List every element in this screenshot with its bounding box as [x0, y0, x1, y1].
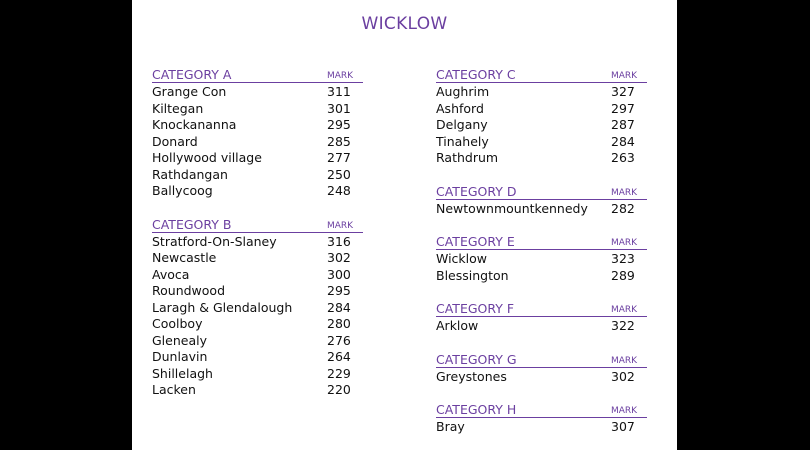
category-header: [436, 352, 647, 368]
category-name: CATEGORY C: [436, 67, 516, 82]
mark-value: 276: [327, 332, 351, 348]
place-name: Dunlavin: [152, 349, 208, 364]
mark-value: 295: [327, 117, 351, 132]
place-name: Avoca: [152, 266, 190, 282]
result-row: [436, 101, 647, 118]
place-name: Donard: [152, 133, 198, 149]
place-name: Lacken: [152, 382, 196, 397]
mark-value: 295: [327, 283, 351, 298]
category-gap: [152, 200, 363, 217]
place-name: Grange Con: [152, 84, 227, 99]
category-gap: [436, 335, 647, 352]
place-name: Hollywood village: [152, 150, 262, 165]
result-row: [436, 134, 647, 151]
mark-column-label: MARK: [611, 305, 638, 315]
results-page: [132, 0, 677, 450]
left-column: [152, 67, 363, 399]
mark-value: 323: [611, 251, 635, 266]
mark-value: 284: [611, 133, 635, 149]
category-header: [436, 234, 647, 250]
category-block: [436, 402, 647, 436]
result-row: [152, 366, 363, 383]
mark-value: 289: [611, 267, 635, 283]
category-name: CATEGORY F: [436, 301, 515, 316]
mark-column-label: MARK: [611, 238, 638, 248]
right-column: [436, 67, 647, 436]
category-block: [436, 301, 647, 335]
category-gap: [436, 167, 647, 184]
place-name: Aughrim: [436, 84, 490, 99]
mark-value: 280: [327, 316, 351, 331]
place-name: Bray: [436, 419, 465, 434]
category-header: [436, 184, 647, 200]
page-title: WICKLOW: [361, 14, 448, 34]
mark-value: 285: [327, 133, 351, 149]
mark-value: 322: [611, 318, 635, 333]
mark-value: 311: [327, 84, 351, 99]
category-header: [152, 67, 363, 83]
place-name: Rathdangan: [152, 166, 228, 182]
place-name: Wicklow: [436, 251, 488, 266]
result-row: [436, 318, 647, 335]
mark-value: 327: [611, 84, 635, 99]
place-name: Laragh & Glendalough: [152, 299, 293, 315]
place-name: Tinahely: [436, 133, 489, 149]
mark-column-label: MARK: [327, 71, 354, 81]
result-row: [436, 419, 647, 436]
category-block: [436, 184, 647, 218]
result-row: [152, 250, 363, 267]
result-row: [152, 183, 363, 200]
place-name: Kiltegan: [152, 100, 204, 116]
place-name: Newtownmountkennedy: [436, 200, 588, 216]
result-row: [152, 84, 363, 101]
result-row: [152, 349, 363, 366]
category-gap: [436, 385, 647, 402]
mark-value: 301: [327, 100, 351, 116]
place-name: Roundwood: [152, 283, 226, 298]
mark-column-label: MARK: [611, 71, 638, 81]
mark-value: 302: [611, 368, 635, 384]
mark-value: 250: [327, 166, 351, 182]
place-name: Coolboy: [152, 316, 203, 331]
category-name: CATEGORY E: [436, 234, 515, 249]
result-row: [152, 382, 363, 399]
result-row: [152, 117, 363, 134]
place-name: Greystones: [436, 368, 507, 384]
place-name: Shillelagh: [152, 365, 213, 381]
place-name: Arklow: [436, 318, 479, 333]
place-name: Rathdrum: [436, 150, 499, 165]
result-row: [436, 150, 647, 167]
place-name: Glenealy: [152, 332, 207, 348]
result-row: [152, 267, 363, 284]
mark-value: 264: [327, 349, 351, 364]
place-name: Stratford-On-Slaney: [152, 233, 277, 249]
category-block: [436, 234, 647, 284]
result-row: [152, 300, 363, 317]
result-row: [436, 117, 647, 134]
mark-column-label: MARK: [611, 406, 638, 416]
mark-value: 229: [327, 365, 351, 381]
mark-value: 287: [611, 117, 635, 132]
result-row: [436, 201, 647, 218]
mark-value: 220: [327, 382, 351, 397]
place-name: Delgany: [436, 117, 488, 132]
result-row: [152, 134, 363, 151]
place-name: Blessington: [436, 267, 509, 283]
result-row: [436, 268, 647, 285]
category-name: CATEGORY B: [152, 216, 232, 232]
place-name: Knockananna: [152, 117, 237, 132]
place-name: Ballycoog: [152, 183, 213, 198]
result-row: [152, 167, 363, 184]
place-name: Newcastle: [152, 250, 217, 265]
result-row: [152, 234, 363, 251]
category-name: CATEGORY H: [436, 402, 517, 417]
mark-value: 284: [327, 299, 351, 315]
place-name: Ashford: [436, 100, 484, 116]
category-block: [436, 352, 647, 386]
mark-value: 263: [611, 150, 635, 165]
category-block: [152, 67, 363, 200]
category-header: [436, 67, 647, 83]
mark-value: 277: [327, 150, 351, 165]
result-row: [152, 316, 363, 333]
mark-value: 248: [327, 183, 351, 198]
result-row: [436, 369, 647, 386]
mark-value: 307: [611, 419, 635, 434]
mark-value: 302: [327, 250, 351, 265]
mark-column-label: MARK: [611, 355, 638, 366]
mark-column-label: MARK: [327, 220, 354, 231]
result-row: [436, 251, 647, 268]
category-gap: [436, 284, 647, 301]
category-header: [152, 217, 363, 233]
category-block: [436, 67, 647, 167]
category-name: CATEGORY D: [436, 183, 517, 199]
category-name: CATEGORY A: [152, 67, 232, 82]
result-row: [152, 150, 363, 167]
result-row: [436, 84, 647, 101]
category-block: [152, 217, 363, 399]
category-header: [436, 301, 647, 317]
mark-value: 282: [611, 200, 635, 216]
result-row: [152, 101, 363, 118]
mark-column-label: MARK: [611, 187, 638, 198]
mark-value: 316: [327, 233, 351, 249]
result-row: [152, 333, 363, 350]
category-gap: [436, 217, 647, 234]
category-header: [436, 402, 647, 418]
mark-value: 300: [327, 266, 351, 282]
mark-value: 297: [611, 100, 635, 116]
result-row: [152, 283, 363, 300]
category-name: CATEGORY G: [436, 351, 517, 367]
